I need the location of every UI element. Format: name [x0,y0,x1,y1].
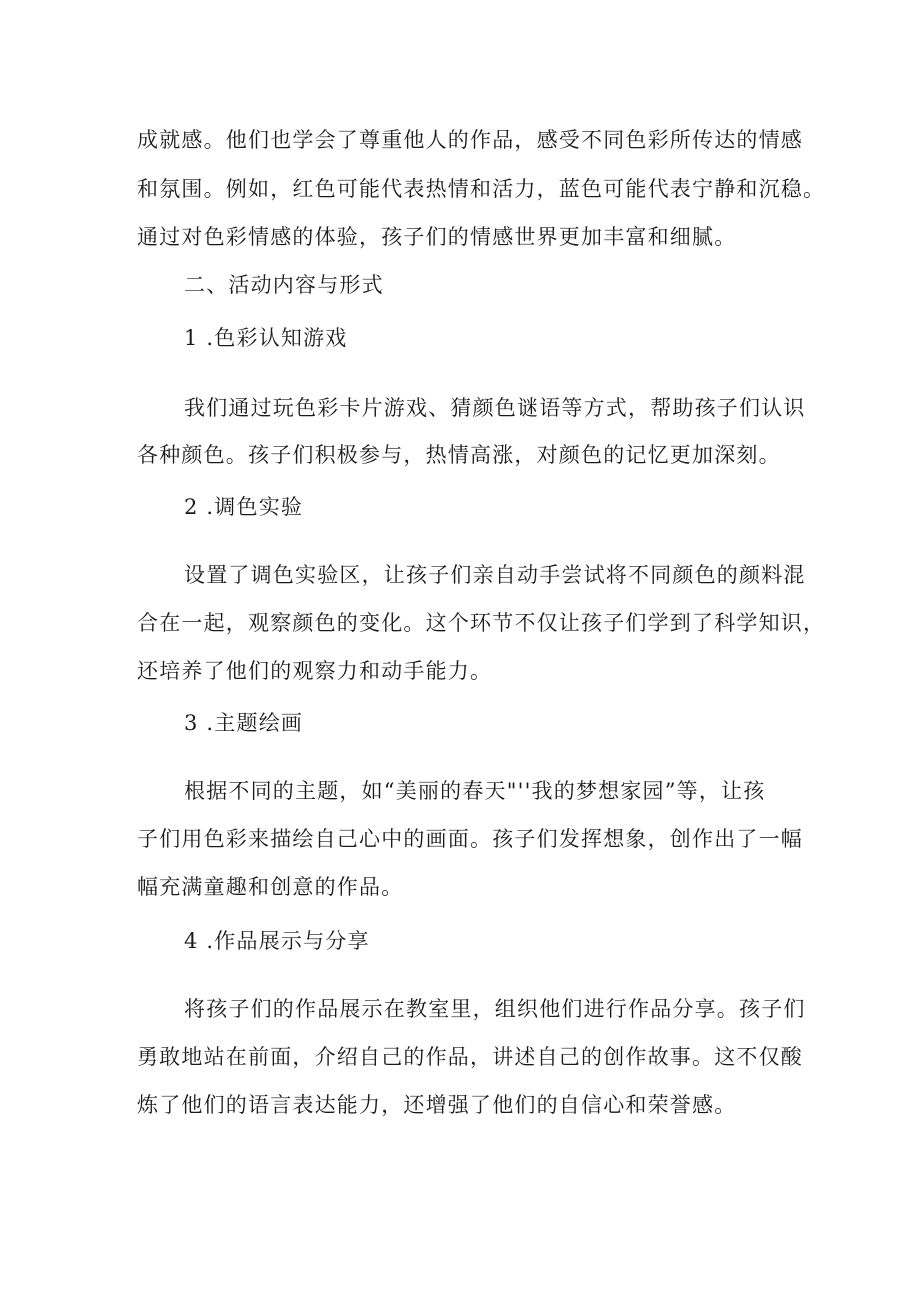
item-3-line-1: 根据不同的主题，如“美丽的春天"''我的梦想家园”等，让孩 [184,779,766,803]
item-4-heading: 4 .作品展示与分享 [184,929,370,953]
item-1-heading: 1 .色彩认知游戏 [184,326,348,350]
item-2-line-3: 还培养了他们的观察力和动手能力。 [137,659,493,683]
item-4-line-1: 将孩子们的作品展示在教室里，组织他们进行作品分享。孩子们 [184,997,806,1021]
item-2-heading: 2 .调色实验 [184,495,304,519]
item-3-line-2: 子们用色彩来描绘自己心中的画面。孩子们发挥想象，创作出了一幅 [137,827,803,851]
section-heading: 二、活动内容与形式 [184,273,384,297]
item-4-line-3: 炼了他们的语言表达能力，还增强了他们的自信心和荣誉感。 [137,1093,737,1117]
item-1-line-1: 我们通过玩色彩卡片游戏、猜颜色谜语等方式，帮助孩子们认识 [184,396,806,420]
intro-line-1: 成就感。他们也学会了尊重他人的作品，感受不同色彩所传达的情感 [137,128,803,152]
item-2-line-1: 设置了调色实验区，让孩子们亲自动手尝试将不同颜色的颜料混 [184,563,806,587]
item-4-line-2: 勇敢地站在前面，介绍自己的作品，讲述自己的创作故事。这不仅酸 [137,1045,803,1069]
intro-line-2: 和氛围。例如，红色可能代表热情和活力，蓝色可能代表宁静和沉稳。 [137,177,826,201]
item-2-line-2: 合在一起，观察颜色的变化。这个环节不仅让孩子们学到了科学知识， [137,611,826,635]
item-3-line-3: 幅充满童趣和创意的作品。 [137,875,404,899]
intro-line-3: 通过对色彩情感的体验，孩子们的情感世界更加丰富和细腻。 [137,225,737,249]
item-1-line-2: 各种颜色。孩子们积极参与，热情高涨，对颜色的记忆更加深刻。 [137,443,781,467]
item-3-heading: 3 .主题绘画 [184,711,304,735]
